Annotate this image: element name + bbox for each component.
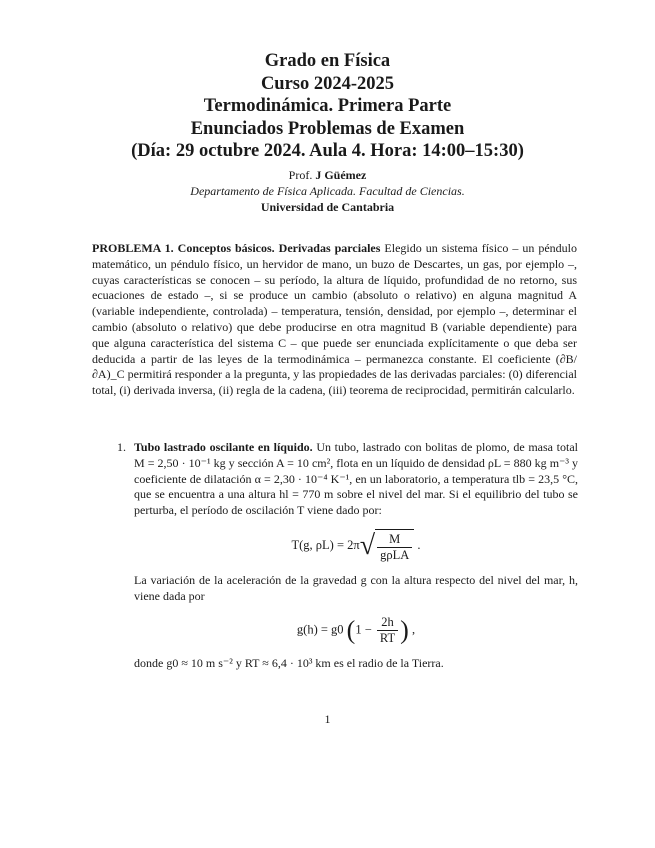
equation-gravity: g(h) = g0 (1 − $\frac{2h}{RT}$ ) ,	[296, 614, 416, 645]
equation-period: T(g, ρL) = 2π√ $\frac{M}{\text{gρLA}}$ .	[291, 529, 421, 562]
author	[0, 167, 655, 183]
equation-period-denominator: gρLA	[380, 547, 410, 562]
problem-1-heading: PROBLEMA 1. Conceptos básicos. Derivadas parciales	[92, 241, 381, 255]
equation-period-fraction	[377, 532, 412, 563]
item-1-text-3: donde g0 ≈ 10 m s⁻² y RT ≈ 6,4 · 10³ km es el radio de la Tierra.	[134, 655, 444, 670]
title-line-subject: Termodinámica. Primera Parte	[203, 96, 452, 116]
item-1	[117, 440, 579, 671]
equation-period-lhs: T(g, ρL) = 2π	[291, 537, 360, 552]
author-name: J Güémez	[315, 167, 367, 182]
problem-1-body: Elegido un sistema físico – un péndulo matemático, un péndulo físico, un hervidor de mano, un buzo de Descartes, un gas, por ejemplo –, cuyas características se conocen – su período, la altura de líquido, profundidad de no retorno, sus ecuaciones de estado –, si se produce un cambio (absoluto o relativo) en alguna magnitud A (variable independiente, controlada) – temperatura, tensión, densidad, por ejemplo –, determinar el cambio (absoluto o relativo) que debe producirse en otra magnitud B (variable dependiente) para que alguna característica del sistema C – que puede ser enunciada explícitamente o que deba ser deducida a partir de las leyes de la termodinámica – permanezca constante. El coeficiente (∂B/∂A)_C permitirá responder a la pregunta, y las propiedades de las derivadas parciales: (0) diferencial total, (i) derivada inversa, (ii) regla de la cadena, (iii) teorema de reciprocidad, permitirán calcularlo.	[92, 241, 578, 398]
item-1-title: Tubo lastrado oscilante en líquido.	[134, 440, 313, 454]
department: Departamento de Física Aplicada. Facultad de Ciencias.	[190, 183, 465, 198]
title-block	[0, 50, 655, 215]
equation-gravity-numerator: 2h	[377, 615, 398, 631]
title-line-date: (Día: 29 octubre 2024. Aula 4. Hora: 14:00–15:30)	[131, 141, 524, 161]
item-1-text-2: La variación de la aceleración de la gravedad g con la altura respecto del nivel del mar, h, viene dada por	[134, 572, 578, 603]
item-1-number: 1.	[117, 440, 126, 454]
title-line-course: Curso 2024-2025	[260, 73, 395, 94]
item-1-text-1: Un tubo, lastrado con bolitas de plomo, de masa total M = 2,50 · 10⁻¹ kg y sección A = 10 cm², flota en un líquido de densidad ρL = 880 kg m⁻³ y coeficiente de dilatación α = 2,30 · 10⁻⁴ K⁻¹, en un laboratorio, a temperatura tlb = 23,5 °C, que se encuentra a una altura hl = 770 m sobre el nivel del mar. Si el equilibrio del tubo se perturba, el período de oscilación T viene dado por:	[134, 440, 579, 518]
equation-gravity-fraction	[377, 615, 398, 646]
page-number: 1	[324, 712, 331, 726]
title-line-exam: Enunciados Problemas de Examen	[190, 118, 465, 139]
equation-period-numerator: M	[377, 532, 412, 548]
author-prefix: Prof.	[288, 167, 313, 182]
problem-1	[92, 241, 577, 399]
equation-gravity-one: 1 −	[355, 621, 372, 636]
equation-gravity-denominator: RT	[379, 630, 396, 645]
university: Universidad de Cantabria	[260, 199, 395, 214]
sqrt-symbol: √ $\frac{M}{\text{gρLA}}$	[360, 529, 415, 563]
equation-gravity-lhs: g(h) = g0	[296, 621, 344, 636]
title-line-degree: Grado en Física	[264, 51, 391, 71]
